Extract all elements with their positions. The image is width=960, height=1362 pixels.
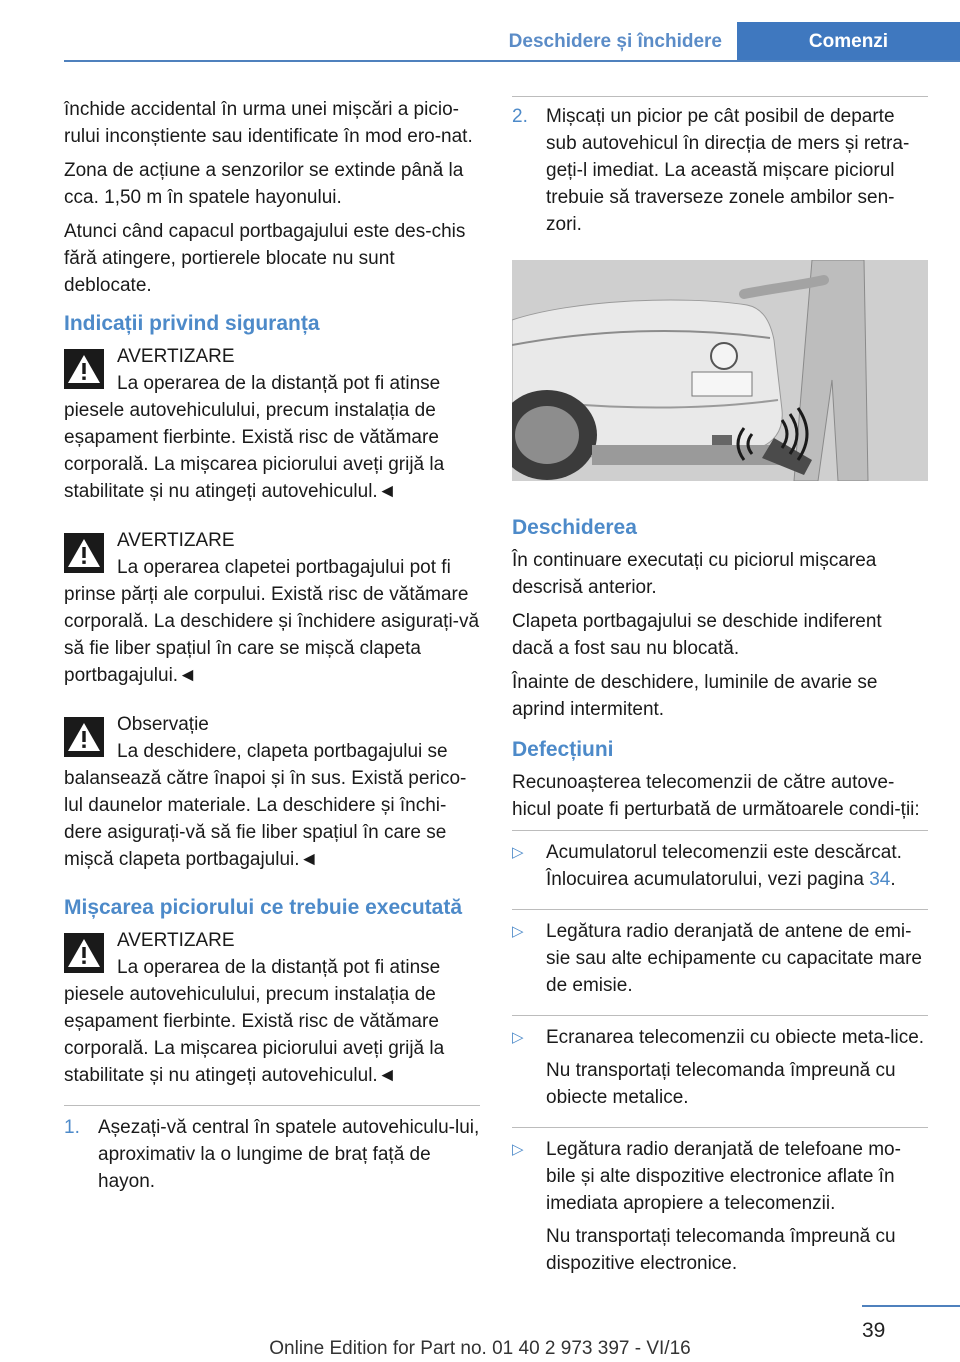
running-header-section: Deschidere și închidere <box>508 31 722 52</box>
list-item-text-tail: . <box>890 869 896 890</box>
list-item-text: Acumulatorul telecomenzii este descărcat. Înlocuirea acumulatorului, vezi pagina <box>546 842 902 890</box>
step-number: 1. <box>64 1117 80 1138</box>
warning-block <box>64 343 480 505</box>
list-item-note: Nu transportați telecomanda împreună cu dispozitive electronice. <box>546 1226 896 1274</box>
warning-text: prinse părți ale corpului. Există risc de vătămare corporală. La deschidere și închidere asigurați-vă să fie liber spațiul în care se mișcă clapeta portbagajului.◄ <box>64 584 480 686</box>
note-block <box>64 711 480 873</box>
list-item-text: Legătura radio deranjată de telefoane mo-bile și alte dispozitive electronice aflate în imediata apropiere a telecomenzii. <box>546 1139 901 1214</box>
warning-text: piesele autovehiculului, precum instalația de eșapament fierbinte. Există risc de vătămare corporală. La mișcarea piciorului aveți grijă la stabilitate și nu atingeți autovehiculul.◄ <box>64 400 445 502</box>
step-text: Așezați-vă central în spatele autovehiculu-lui, aproximativ la o lungime de braț față de hayon. <box>98 1117 480 1192</box>
warning-text-first: La operarea clapetei portbagajului pot fi <box>117 557 451 578</box>
warning-triangle-icon <box>64 933 104 973</box>
warning-text: piesele autovehiculului, precum instalația de eșapament fierbinte. Există risc de vătămare corporală. La mișcarea piciorului aveți grijă la stabilitate și nu atingeți autovehiculul.◄ <box>64 984 445 1086</box>
warning-block <box>64 927 480 1089</box>
step-number: 2. <box>512 106 528 127</box>
bullet-arrow-icon: ▷ <box>512 1029 524 1046</box>
bullet-arrow-icon: ▷ <box>512 923 524 940</box>
section-heading-opening: Deschiderea <box>512 516 637 539</box>
body-paragraph: Clapeta portbagajului se deschide indiferent dacă a fost sau nu blocată. <box>512 611 882 659</box>
right-column <box>512 96 928 1293</box>
section-heading-safety: Indicații privind siguranța <box>64 312 320 335</box>
warning-triangle-icon <box>64 349 104 389</box>
step-item <box>64 1105 480 1195</box>
list-item-text: Legătura radio deranjată de antene de emi-sie sau alte echipamente cu capacitate mare de emisie. <box>546 921 922 996</box>
list-item-note: Nu transportați telecomanda împreună cu obiecte metalice. <box>546 1060 896 1108</box>
note-text-first: La deschidere, clapeta portbagajului se <box>117 741 448 762</box>
body-paragraph: Înainte de deschidere, luminile de avarie se aprind intermitent. <box>512 672 878 720</box>
page-number: 39 <box>862 1319 886 1342</box>
warning-triangle-icon <box>64 533 104 573</box>
warning-text-first: La operarea de la distanță pot fi atinse <box>117 957 441 978</box>
header-rule <box>64 60 960 62</box>
page-number-rule <box>862 1305 960 1307</box>
step-item <box>512 96 928 238</box>
section-heading-faults: Defecțiuni <box>512 738 614 761</box>
body-paragraph: În continuare executați cu piciorul mișcarea descrisă anterior. <box>512 550 877 598</box>
list-item <box>512 1015 928 1117</box>
warning-title: AVERTIZARE <box>117 346 235 367</box>
footer-edition: Online Edition for Part no. 01 40 2 973 397 - VI/16 <box>269 1338 691 1359</box>
list-item <box>512 909 928 1005</box>
left-column <box>64 96 480 1195</box>
intro-paragraph: Atunci când capacul portbagajului este des-chis fără atingere, portierele blocate nu sunt deblocate. <box>64 221 466 296</box>
bullet-arrow-icon: ▷ <box>512 1141 524 1158</box>
section-heading-movement: Mișcarea piciorului ce trebuie executată <box>64 896 462 919</box>
chapter-tab: Comenzi <box>737 22 960 62</box>
intro-paragraph: Zona de acțiune a senzorilor se extinde până la cca. 1,50 m în spatele hayonului. <box>64 160 464 208</box>
warning-block <box>64 527 480 689</box>
body-paragraph: Recunoașterea telecomenzii de către autove-hicul poate fi perturbată de următoarele condi-ții: <box>512 772 920 820</box>
step-text: Mișcați un picior pe cât posibil de departe sub autovehicul în direcția de mers și retra-geți-l imediat. La această mișcare piciorul trebuie să traverseze zonele ambilor sen-zori. <box>546 106 910 235</box>
intro-paragraph: închide accidental în urma unei mișcări a picio-rului inconștiente sau identificate în mod ero-nat. <box>64 99 473 147</box>
list-item-text: Ecranarea telecomenzii cu obiecte meta-lice. <box>546 1027 925 1048</box>
illustration-foot-under-car <box>512 260 928 481</box>
warning-triangle-icon <box>64 717 104 757</box>
list-item <box>512 1127 928 1283</box>
list-item <box>512 830 928 899</box>
bullet-arrow-icon: ▷ <box>512 844 524 861</box>
warning-text-first: La operarea de la distanță pot fi atinse <box>117 373 441 394</box>
warning-title: AVERTIZARE <box>117 930 235 951</box>
note-text: balansează către înapoi și în sus. Există perico-lul daunelor materiale. La deschidere și închi-dere asigurați-vă să fie liber spațiul în care se mișcă clapeta portbagajului.◄ <box>64 768 467 870</box>
note-title: Observație <box>117 714 209 735</box>
warning-title: AVERTIZARE <box>117 530 235 551</box>
page-reference-link[interactable]: 34 <box>869 869 891 890</box>
